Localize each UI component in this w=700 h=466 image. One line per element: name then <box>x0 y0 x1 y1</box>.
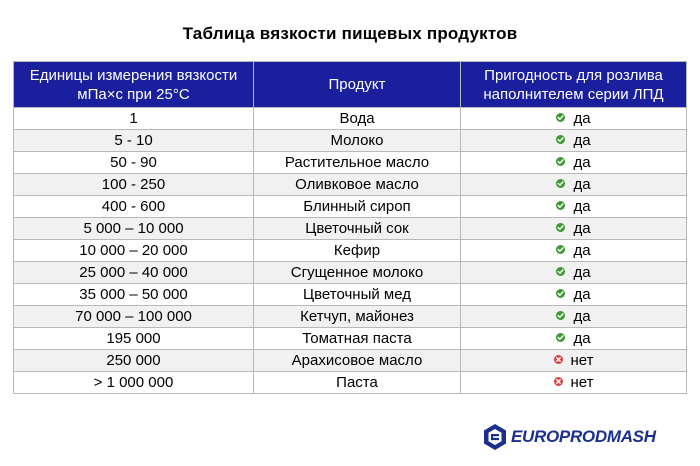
suitability-label: да <box>573 329 591 347</box>
cell-product: Молоко <box>254 130 461 152</box>
cell-viscosity: 5 000 – 10 000 <box>14 218 254 240</box>
cell-suitability <box>461 152 687 174</box>
suitability-label: да <box>573 109 591 127</box>
cell-viscosity: 25 000 – 40 000 <box>14 262 254 284</box>
check-icon <box>556 135 565 144</box>
table-body <box>14 108 687 394</box>
cell-product: Оливковое масло <box>254 174 461 196</box>
table-row <box>14 196 687 218</box>
cell-product: Цветочный мед <box>254 284 461 306</box>
cell-suitability <box>461 196 687 218</box>
cell-viscosity: 400 - 600 <box>14 196 254 218</box>
cell-product: Паста <box>254 372 461 394</box>
suitability-label: да <box>573 241 591 259</box>
cell-suitability <box>461 372 687 394</box>
cross-icon <box>554 355 563 364</box>
cell-viscosity: 5 - 10 <box>14 130 254 152</box>
suitability-label: да <box>573 307 591 325</box>
suitability-label: да <box>573 285 591 303</box>
table-row <box>14 262 687 284</box>
check-icon <box>556 289 565 298</box>
cell-suitability <box>461 284 687 306</box>
check-icon <box>556 113 565 122</box>
cell-product: Вода <box>254 108 461 130</box>
check-icon <box>556 267 565 276</box>
check-icon <box>556 201 565 210</box>
suitability-label: да <box>573 153 591 171</box>
cell-viscosity: 250 000 <box>14 350 254 372</box>
cell-suitability <box>461 350 687 372</box>
suitability-label: нет <box>570 373 594 391</box>
cell-suitability <box>461 130 687 152</box>
cell-suitability <box>461 306 687 328</box>
header-product-line-1: Продукт <box>328 76 386 93</box>
cell-viscosity: 50 - 90 <box>14 152 254 174</box>
cell-viscosity: 35 000 – 50 000 <box>14 284 254 306</box>
table-row <box>14 240 687 262</box>
table-row <box>14 306 687 328</box>
cell-viscosity: 100 - 250 <box>14 174 254 196</box>
cell-product: Кефир <box>254 240 461 262</box>
cell-product: Цветочный сок <box>254 218 461 240</box>
cell-viscosity: 195 000 <box>14 328 254 350</box>
cell-suitability <box>461 240 687 262</box>
check-icon <box>556 311 565 320</box>
check-icon <box>556 157 565 166</box>
cell-product: Томатная паста <box>254 328 461 350</box>
table-row <box>14 108 687 130</box>
table-header-row <box>14 62 687 108</box>
cell-product: Кетчуп, майонез <box>254 306 461 328</box>
check-icon <box>556 223 565 232</box>
table-row <box>14 284 687 306</box>
cell-suitability <box>461 328 687 350</box>
check-icon <box>556 179 565 188</box>
table-row <box>14 174 687 196</box>
logo-text: EUROPRODMASH <box>511 427 656 446</box>
check-icon <box>556 333 565 342</box>
suitability-label: да <box>573 131 591 149</box>
header-suitability-line-1: Пригодность для розлива <box>484 66 663 84</box>
cell-product: Растительное масло <box>254 152 461 174</box>
cell-suitability <box>461 218 687 240</box>
suitability-label: да <box>573 175 591 193</box>
cell-suitability <box>461 108 687 130</box>
header-viscosity-line-2: мПа×с при 25°С <box>77 85 190 103</box>
suitability-label: да <box>573 219 591 237</box>
cross-icon <box>554 377 563 386</box>
viscosity-table <box>13 61 687 394</box>
brand-logo <box>482 422 656 452</box>
cell-suitability <box>461 262 687 284</box>
cell-suitability <box>461 174 687 196</box>
header-product <box>254 62 461 108</box>
table-row <box>14 328 687 350</box>
cell-viscosity: 1 <box>14 108 254 130</box>
header-suitability <box>461 62 687 108</box>
header-suitability-line-2: наполнителем серии ЛПД <box>483 85 664 103</box>
page-title: Таблица вязкости пищевых продуктов <box>182 24 518 43</box>
cell-viscosity: 70 000 – 100 000 <box>14 306 254 328</box>
table-row <box>14 152 687 174</box>
header-viscosity-line-1: Единицы измерения вязкости <box>29 66 238 84</box>
table-row <box>14 350 687 372</box>
table-row <box>14 130 687 152</box>
cell-product: Арахисовое масло <box>254 350 461 372</box>
cell-viscosity: 10 000 – 20 000 <box>14 240 254 262</box>
suitability-label: да <box>573 197 591 215</box>
header-viscosity <box>14 62 254 108</box>
suitability-label: нет <box>570 351 594 369</box>
cell-product: Блинный сироп <box>254 196 461 218</box>
table-row <box>14 372 687 394</box>
table-row <box>14 218 687 240</box>
cell-viscosity: > 1 000 000 <box>14 372 254 394</box>
europrodmash-logo-icon <box>482 423 508 451</box>
check-icon <box>556 245 565 254</box>
suitability-label: да <box>573 263 591 281</box>
cell-product: Сгущенное молоко <box>254 262 461 284</box>
